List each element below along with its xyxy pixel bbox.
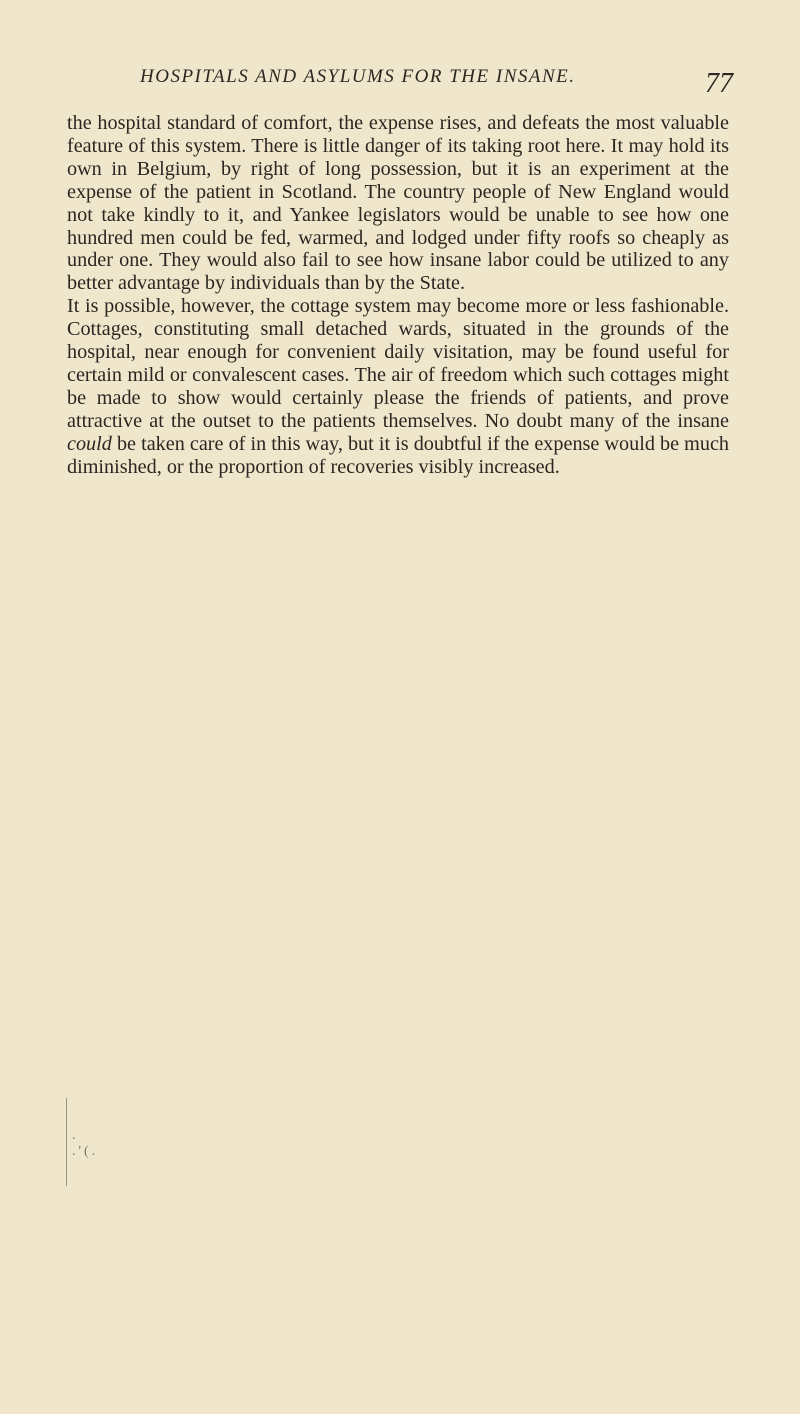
margin-glyphs: . .'(. (72, 1128, 99, 1159)
paragraph-2 (67, 295, 729, 478)
paragraph-2-emphasis: could (67, 432, 112, 455)
paragraph-1: the hospital standard of comfort, the expense rises, and defeats the most valuable feature of this system. There is little danger of its taking root here. It may hold its own in Belgium, by right of long possession, but it is an experiment at the expense of the patient in Scotland. The country people of New England would not take kindly to it, and Yankee legislators would be unable to see how one hundred men could be fed, warmed, and lodged under fifty roofs so cheaply as under one. They would also fail to see how insane labor could be utilized to any better advantage by individuals than by the State. (67, 112, 729, 295)
body-text (67, 112, 729, 479)
margin-marks (66, 1098, 106, 1188)
margin-rule (66, 1098, 67, 1186)
running-head: HOSPITALS AND ASYLUMS FOR THE INSANE. (140, 66, 576, 87)
paragraph-2-after: be taken care of in this way, but it is doubtful if the expense would be much diminished, or the proportion of recoveries visibly increased. (67, 432, 729, 478)
page-number: 77 (705, 68, 733, 99)
paragraph-2-before: It is possible, however, the cottage system may become more or less fashionable. Cottages, constituting small detached wards, situated in the grounds of the hospital, near enough for convenient daily visitation, may be found useful for certain mild or convalescent cases. The air of freedom which such cottages might be made to show would certainly please the friends of patients, and prove attractive at the outset to the patients themselves. No doubt many of the insane (67, 295, 729, 432)
